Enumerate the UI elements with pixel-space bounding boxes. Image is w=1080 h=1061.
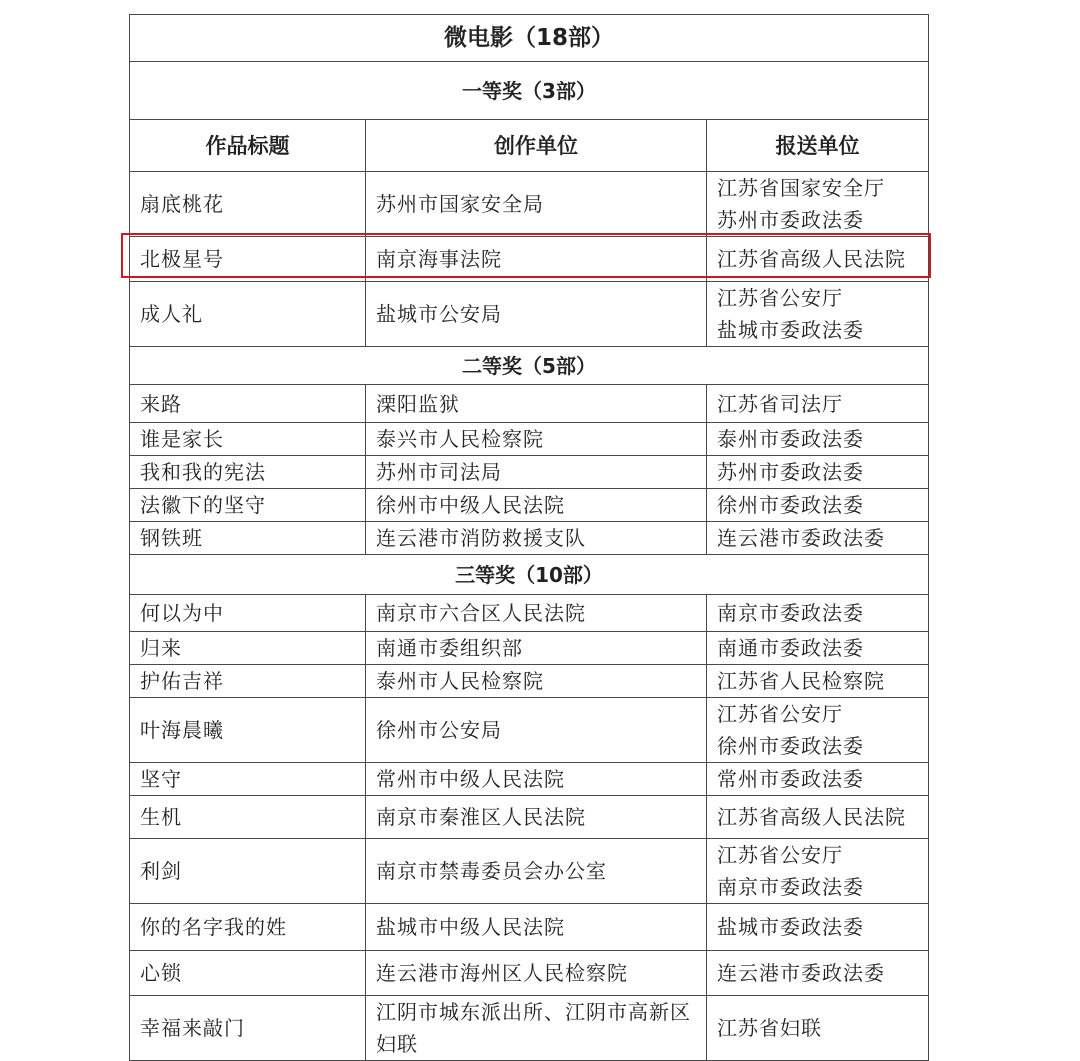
submitter-cell-line: 苏州市委政法委 <box>717 208 864 232</box>
table-row <box>130 522 929 555</box>
tier-heading-2-row <box>130 347 929 385</box>
column-header-submitter: 报送单位 <box>707 120 929 172</box>
work-title-cell: 钢铁班 <box>130 522 366 555</box>
table-row <box>130 996 929 1061</box>
submitter-cell-line: 江苏省高级人民法院 <box>717 805 906 829</box>
table-row <box>130 282 929 347</box>
creator-cell <box>366 282 707 347</box>
creator-cell <box>366 456 707 489</box>
work-title-cell: 成人礼 <box>130 282 366 347</box>
work-title-cell: 法徽下的坚守 <box>130 489 366 522</box>
submitter-cell <box>707 796 929 839</box>
table-row-highlighted <box>130 237 929 282</box>
work-title-cell: 来路 <box>130 385 366 423</box>
table-row <box>130 796 929 839</box>
creator-cell <box>366 172 707 237</box>
submitter-cell <box>707 698 929 763</box>
tier-heading-1-row <box>130 62 929 120</box>
submitter-cell-line: 徐州市委政法委 <box>717 734 864 758</box>
tier-heading-2: 二等奖（5部） <box>130 347 929 385</box>
table-row <box>130 456 929 489</box>
work-title-cell: 心锁 <box>130 951 366 996</box>
work-title-cell: 扇底桃花 <box>130 172 366 237</box>
submitter-cell <box>707 489 929 522</box>
submitter-cell-line: 江苏省高级人民法院 <box>717 247 906 271</box>
table-row <box>130 385 929 423</box>
submitter-cell <box>707 423 929 456</box>
creator-cell <box>366 489 707 522</box>
creator-cell-line: 南京海事法院 <box>376 247 502 271</box>
creator-cell-line: 苏州市国家安全局 <box>376 192 544 216</box>
table-row <box>130 698 929 763</box>
submitter-cell-line: 徐州市委政法委 <box>717 493 864 517</box>
creator-cell <box>366 839 707 904</box>
submitter-cell <box>707 172 929 237</box>
submitter-cell-line: 江苏省司法厅 <box>717 391 843 416</box>
creator-cell <box>366 796 707 839</box>
creator-cell-line: 南通市委组织部 <box>376 636 523 660</box>
table-title-row <box>130 15 929 62</box>
creator-cell <box>366 632 707 665</box>
table-row <box>130 595 929 632</box>
submitter-cell <box>707 763 929 796</box>
submitter-cell <box>707 632 929 665</box>
tier-heading-3-row <box>130 555 929 595</box>
creator-cell <box>366 237 707 282</box>
creator-cell-line: 溧阳监狱 <box>376 391 460 416</box>
creator-cell-line: 江阴市城东派出所、江阴市高新区 <box>376 1000 691 1024</box>
submitter-cell <box>707 522 929 555</box>
table-row <box>130 763 929 796</box>
creator-cell <box>366 996 707 1061</box>
creator-cell-line: 南京市禁毒委员会办公室 <box>376 859 607 883</box>
work-title-cell: 幸福来敲门 <box>130 996 366 1061</box>
submitter-cell-line: 江苏省公安厅 <box>717 843 843 867</box>
submitter-cell-line: 苏州市委政法委 <box>717 460 864 484</box>
awards-table-body <box>130 15 929 1061</box>
submitter-cell-line: 江苏省妇联 <box>717 1016 822 1040</box>
submitter-cell-line: 南京市委政法委 <box>717 875 864 899</box>
table-row <box>130 632 929 665</box>
submitter-cell-line: 泰州市委政法委 <box>717 427 864 451</box>
submitter-cell-line: 连云港市委政法委 <box>717 526 885 550</box>
creator-cell-line: 徐州市公安局 <box>376 718 502 742</box>
column-header-title: 作品标题 <box>130 120 366 172</box>
submitter-cell <box>707 951 929 996</box>
table-row <box>130 665 929 698</box>
creator-cell <box>366 522 707 555</box>
creator-cell <box>366 904 707 951</box>
creator-cell <box>366 595 707 632</box>
creator-cell <box>366 423 707 456</box>
creator-cell-line: 连云港市消防救援支队 <box>376 526 586 550</box>
submitter-cell <box>707 839 929 904</box>
creator-cell-line: 盐城市中级人民法院 <box>376 915 565 939</box>
table-row <box>130 489 929 522</box>
submitter-cell <box>707 237 929 282</box>
creator-cell-line: 泰兴市人民检察院 <box>376 427 544 451</box>
table-row <box>130 951 929 996</box>
creator-cell <box>366 698 707 763</box>
work-title-cell: 何以为中 <box>130 595 366 632</box>
work-title-cell: 生机 <box>130 796 366 839</box>
creator-cell <box>366 385 707 423</box>
submitter-cell <box>707 665 929 698</box>
creator-cell-line: 连云港市海州区人民检察院 <box>376 961 628 985</box>
work-title-cell: 归来 <box>130 632 366 665</box>
submitter-cell <box>707 904 929 951</box>
work-title-cell: 护佑吉祥 <box>130 665 366 698</box>
tier-heading-3: 三等奖（10部） <box>130 555 929 595</box>
work-title-cell: 你的名字我的姓 <box>130 904 366 951</box>
work-title-cell: 坚守 <box>130 763 366 796</box>
table-row <box>130 839 929 904</box>
creator-cell-line: 泰州市人民检察院 <box>376 669 544 693</box>
table-title: 微电影（18部） <box>130 15 929 62</box>
submitter-cell <box>707 595 929 632</box>
submitter-cell-line: 常州市委政法委 <box>717 767 864 791</box>
table-row <box>130 172 929 237</box>
creator-cell-line: 南京市六合区人民法院 <box>376 601 586 625</box>
submitter-cell-line: 江苏省国家安全厅 <box>717 176 885 200</box>
table-row <box>130 904 929 951</box>
submitter-cell-line: 南京市委政法委 <box>717 601 864 625</box>
creator-cell-line: 徐州市中级人民法院 <box>376 493 565 517</box>
work-title-cell: 我和我的宪法 <box>130 456 366 489</box>
column-header-row <box>130 120 929 172</box>
work-title-cell: 谁是家长 <box>130 423 366 456</box>
creator-cell <box>366 763 707 796</box>
submitter-cell-line: 盐城市委政法委 <box>717 318 864 342</box>
creator-cell-line: 南京市秦淮区人民法院 <box>376 805 586 829</box>
submitter-cell-line: 江苏省人民检察院 <box>717 669 885 693</box>
work-title-cell: 北极星号 <box>130 237 366 282</box>
submitter-cell-line: 盐城市委政法委 <box>717 915 864 939</box>
submitter-cell-line: 江苏省公安厅 <box>717 286 843 310</box>
submitter-cell <box>707 456 929 489</box>
submitter-cell <box>707 996 929 1061</box>
submitter-cell-line: 南通市委政法委 <box>717 636 864 660</box>
creator-cell-line: 苏州市司法局 <box>376 460 502 484</box>
creator-cell-line: 妇联 <box>376 1032 418 1056</box>
creator-cell <box>366 951 707 996</box>
creator-cell-line: 常州市中级人民法院 <box>376 767 565 791</box>
column-header-creator: 创作单位 <box>366 120 707 172</box>
awards-table <box>129 14 929 1061</box>
submitter-cell <box>707 385 929 423</box>
submitter-cell <box>707 282 929 347</box>
creator-cell <box>366 665 707 698</box>
creator-cell-line: 盐城市公安局 <box>376 302 502 326</box>
work-title-cell: 叶海晨曦 <box>130 698 366 763</box>
table-row <box>130 423 929 456</box>
submitter-cell-line: 江苏省公安厅 <box>717 702 843 726</box>
tier-heading-1: 一等奖（3部） <box>130 62 929 120</box>
work-title-cell: 利剑 <box>130 839 366 904</box>
submitter-cell-line: 连云港市委政法委 <box>717 961 885 985</box>
